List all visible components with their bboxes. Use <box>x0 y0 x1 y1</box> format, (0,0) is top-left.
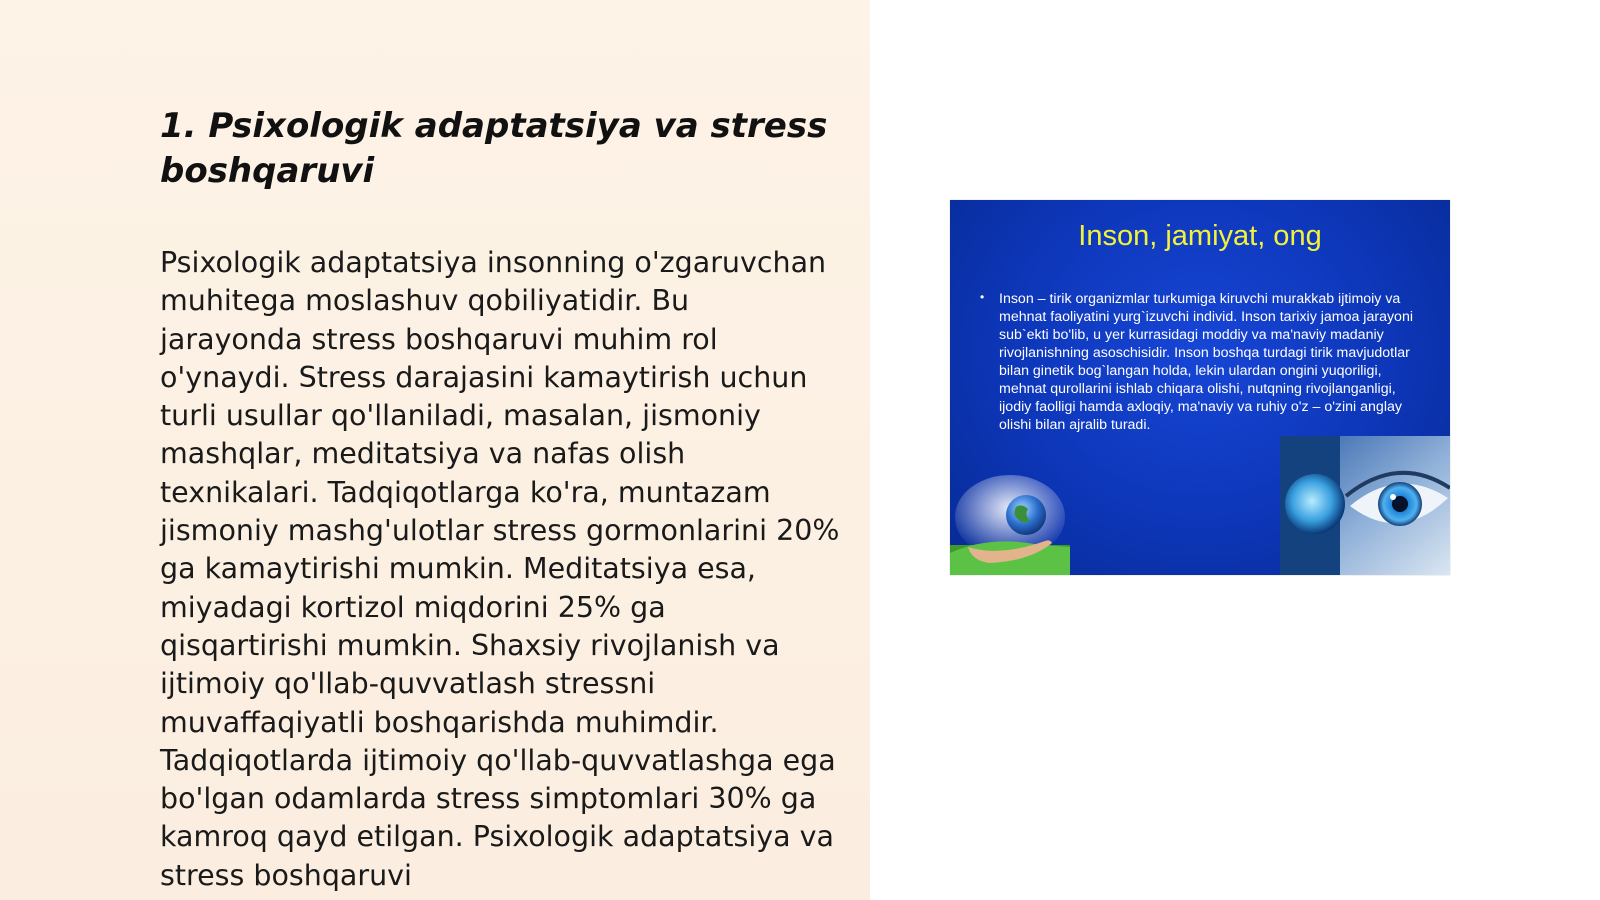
embedded-slide-bullet-text: Inson – tirik organizmlar turkumiga kiruvchi murakkab ijtimoiy va mehnat faoliyatini yurg`izuvchi individ. Inson tarixiy jamoa jarayoni sub`ekti bo'lib, u yer kurrasidagi moddiy va ma'naviy madaniy rivojlanishning asoschisidir. Inson boshqa turdagi tirik mavjudotlar bilan ginetik bog`langan holda, lekin ulardan ongini yuqoriligi, mehnat qurollarini ishlab chiqara olishi, nutqning rivojlanganligi, ijodiy faolligi hamda axloqiy, ma'naviy va ruhiy o'z – o'zini anglay olishi bilan ajralib turadi. <box>999 291 1413 433</box>
bullet-icon: • <box>980 290 985 304</box>
globe-in-hand-icon <box>950 475 1070 575</box>
slide-title: 1. Psixologik adaptatsiya va stress boshqaruvi <box>160 106 828 191</box>
slide-body-text: Psixologik adaptatsiya insonning o'zgaruvchan muhitega moslashuv qobiliyatidir. Bu jarayonda stress boshqaruvi muhim rol o'ynaydi. Stress darajasini kamaytirish uchun turli usullar qo'llaniladi, masalan, jismoniy mashqlar, meditatsiya va nafas olish texnikalari. Tadqiqotlarga ko'ra, muntazam jismoniy mashg'ulotlar stress gormonlarini 20% ga kamaytirishi mumkin. Meditatsiya esa, miyadagi kortizol miqdorini 25% ga qisqartirishi mumkin. Shaxsiy rivojlanish va ijtimoiy qo'llab-quvvatlash stressni muvaffaqiyatli boshqarishda muhimdir. Tadqiqotlarda ijtimoiy qo'llab-quvvatlashga ega bo'lgan odamlarda stress simptomlari 30% ga kamroq qayd etilgan. Psixologik adaptatsiya va stress boshqaruvi <box>160 246 840 892</box>
eye-icon <box>1280 436 1450 575</box>
embedded-slide-title: Inson, jamiyat, ong <box>1078 220 1322 252</box>
embedded-slide-image <box>950 200 1450 575</box>
